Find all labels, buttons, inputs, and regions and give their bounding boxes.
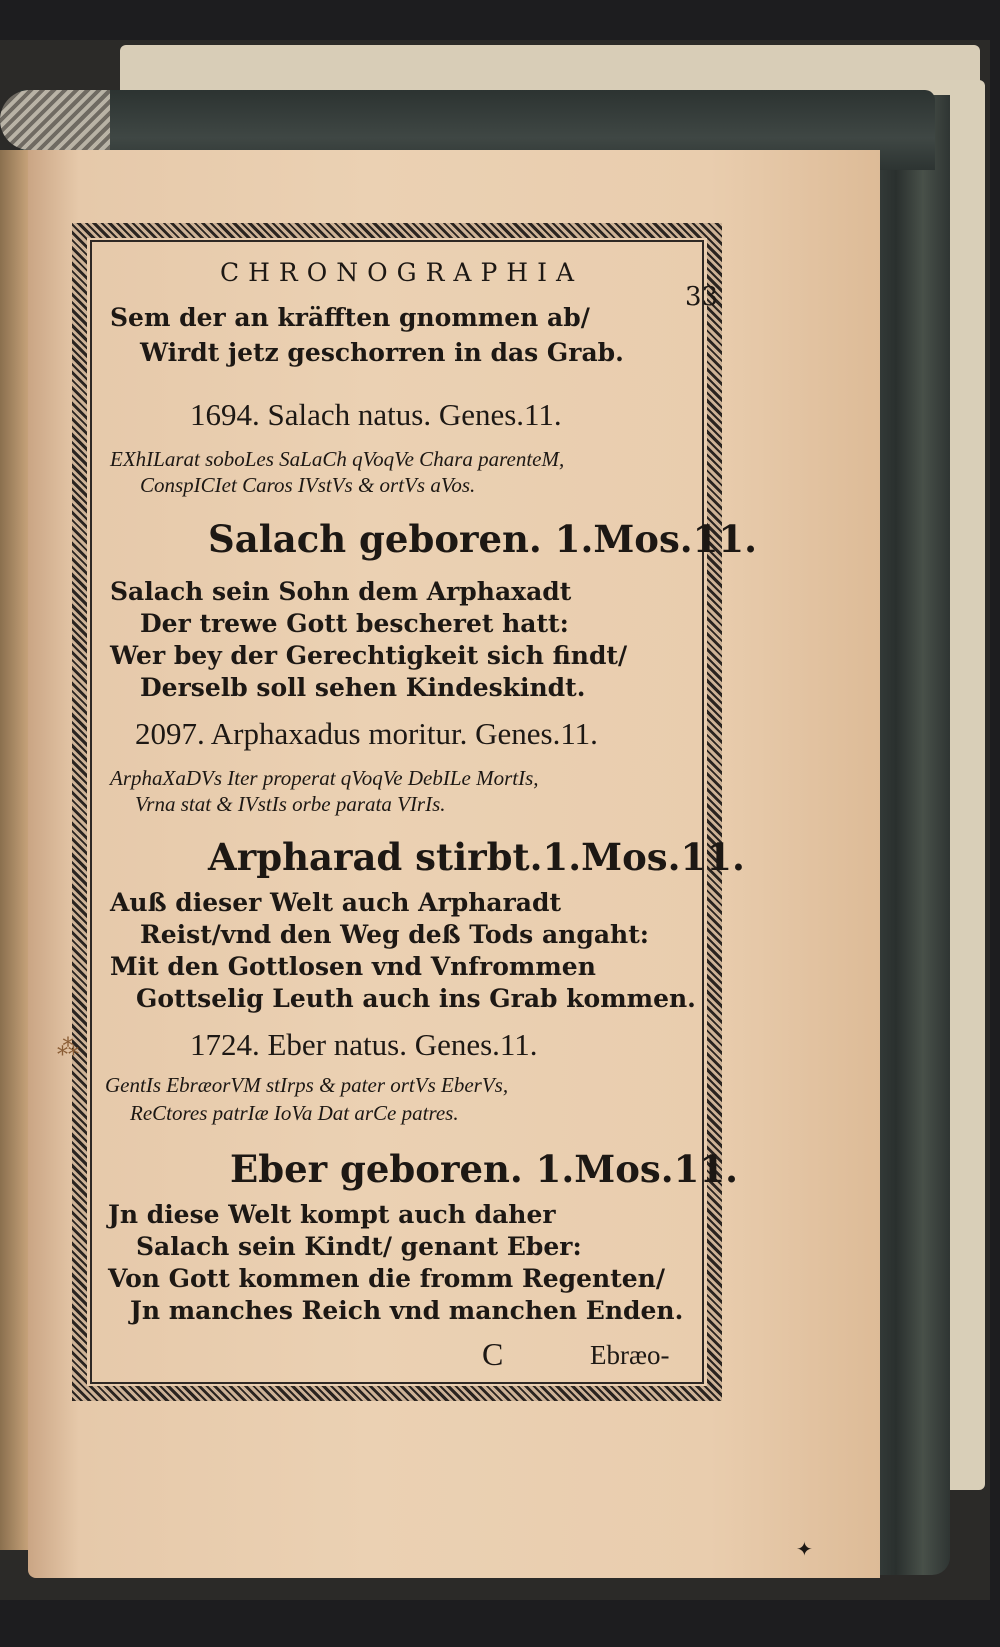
latin-line: Vrna stat & IVstIs orbe parata VIrIs. [135, 792, 446, 816]
section-title: Arpharad stirbt.1.Mos.11. [208, 835, 745, 879]
verse-line: Reist/vnd den Weg deß Tods angaht: [140, 920, 649, 949]
latin-line: ConspICIet Caros IVstVs & ortVs aVos. [140, 473, 476, 497]
page-number: 33 [685, 282, 719, 312]
latin-line: ReCtores patrIæ IoVa Dat arCe patres. [130, 1101, 459, 1125]
facing-page-edge [0, 150, 30, 1550]
verse-line: Salach sein Kindt/ genant Eber: [136, 1232, 582, 1261]
printer-ornament: ✦ [796, 1537, 813, 1561]
catchword: Ebræo- [590, 1340, 670, 1370]
verse-line: Von Gott kommen die fromm Regenten/ [108, 1264, 665, 1293]
verse-line: Mit den Gottlosen vnd Vnfrommen [110, 952, 596, 981]
year-line: 1724. Eber natus. Genes.11. [190, 1027, 538, 1062]
verse-line: Salach sein Sohn dem Arphaxadt [110, 577, 572, 606]
margin-stain: ⁂ [57, 1036, 79, 1061]
running-header: CHRONOGRAPHIA [220, 258, 584, 287]
verse-line: Jn manches Reich vnd manchen Enden. [130, 1296, 684, 1325]
year-line: 2097. Arphaxadus moritur. Genes.11. [135, 716, 598, 751]
section-title: Salach geboren. 1.Mos.11. [208, 517, 758, 561]
verse-line: Derselb soll sehen Kindeskindt. [140, 673, 586, 702]
section-title: Eber geboren. 1.Mos.11. [230, 1147, 738, 1191]
latin-line: GentIs EbræorVM stIrps & pater ortVs EberVs, [105, 1073, 509, 1097]
verse-line: Wer bey der Gerechtigkeit sich findt/ [110, 641, 628, 670]
verse-line: Auß dieser Welt auch Arpharadt [110, 888, 562, 917]
year-line: 1694. Salach natus. Genes.11. [190, 397, 562, 432]
verse-line: Wirdt jetz geschorren in das Grab. [140, 338, 624, 367]
verse-line: Jn diese Welt kompt auch daher [108, 1200, 556, 1229]
latin-line: ArphaXaDVs Iter properat qVoqVe DebILe MortIs, [110, 766, 539, 790]
verse-line: Gottselig Leuth auch ins Grab kommen. [136, 984, 696, 1013]
latin-line: EXhILarat soboLes SaLaCh qVoqVe Chara parenteM, [110, 447, 565, 471]
signature-mark: C [482, 1336, 504, 1372]
verse-line: Der trewe Gott bescheret hatt: [140, 609, 569, 638]
verse-line: Sem der an kräfften gnommen ab/ [110, 303, 590, 332]
headband [0, 90, 110, 150]
